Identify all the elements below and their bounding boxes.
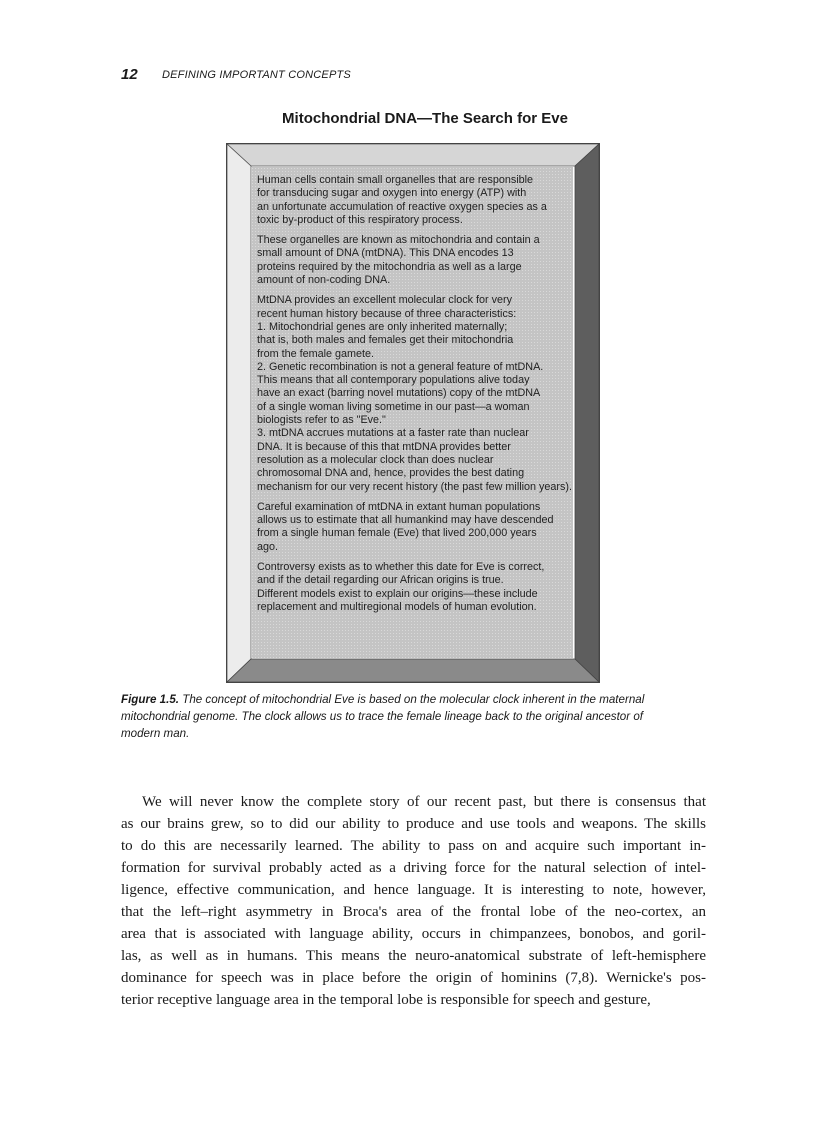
- box-text-line: This means that all contemporary populations alive today: [257, 374, 530, 387]
- caption-line-text: The concept of mitochondrial Eve is based on the molecular clock inherent in the maternal: [182, 693, 645, 706]
- body-line: area that is associated with language ability, occurs in chimpanzees, bonobos, and goril-: [121, 926, 706, 942]
- body-line: dominance for speech was in place before the origin of hominins (7,8). Wernicke's pos-: [121, 970, 706, 986]
- box-text-line: recent human history because of three characteristics:: [257, 307, 517, 320]
- box-text-line: from a single human female (Eve) that lived 200,000 years: [257, 527, 537, 540]
- box-text-line: mechanism for our very recent history (the past few million years).: [257, 480, 573, 493]
- running-head: DEFINING IMPORTANT CONCEPTS: [162, 69, 351, 81]
- box-text-line: for transducing sugar and oxygen into energy (ATP) with: [257, 187, 527, 200]
- box-text-line: MtDNA provides an excellent molecular clock for very: [257, 294, 513, 307]
- box-content: [251, 167, 573, 658]
- box-text-line: Careful examination of mtDNA in extant human populations: [257, 500, 541, 513]
- box-text-line: These organelles are known as mitochondria and contain a: [257, 234, 540, 247]
- box-paragraph: [257, 234, 573, 287]
- box-text-line: 3. mtDNA accrues mutations at a faster rate than nuclear: [257, 427, 529, 440]
- box-text-line: that is, both males and females get their mitochondria: [257, 334, 514, 347]
- box-paragraph: [257, 294, 573, 493]
- box-paragraph: [257, 561, 573, 614]
- box-text-line: from the female gamete.: [257, 347, 375, 360]
- box-text-line: toxic by-product of this respiratory process.: [257, 213, 463, 226]
- box-text-line: an unfortunate accumulation of reactive oxygen species as a: [257, 200, 547, 213]
- body-line: as our brains grew, so to did our ability to produce and use tools and weapons. The skills: [121, 816, 706, 832]
- box-text-line: 1. Mitochondrial genes are only inherited maternally;: [257, 320, 508, 333]
- box-text-line: Human cells contain small organelles that are responsible: [257, 174, 534, 186]
- box-text-line: of a single woman living sometime in our past—a woman: [257, 400, 530, 413]
- body-line: las, as well as in humans. This means the neuro-anatomical substrate of left-hemisphere: [121, 948, 706, 964]
- box-text-line: amount of non-coding DNA.: [257, 274, 391, 287]
- caption-line: mitochondrial genome. The clock allows us to trace the female lineage back to the original ancestor of: [121, 710, 644, 723]
- box-text-line: Controversy exists as to whether this date for Eve is correct,: [257, 561, 545, 574]
- page-number: 12: [121, 66, 138, 83]
- body-line: that the left–right asymmetry in Broca's area of the frontal lobe of the neo-cortex, an: [121, 904, 706, 920]
- box-text-line: 2. Genetic recombination is not a general feature of mtDNA.: [257, 360, 544, 373]
- body-line: ligence, effective communication, and hence language. It is interesting to note, however,: [121, 882, 706, 898]
- body-line: We will never know the complete story of our recent past, but there is consensus that: [142, 794, 706, 810]
- box-text-line: resolution as a molecular clock than does nuclear: [257, 453, 494, 466]
- caption-line: modern man.: [121, 727, 190, 740]
- figure-caption: [121, 691, 711, 742]
- box-text-line: have an exact (barring novel mutations) copy of the mtDNA: [257, 387, 541, 400]
- body-line: to do this are necessarily learned. The ability to pass on and acquire such important in-: [121, 838, 706, 854]
- box-paragraph: [257, 174, 573, 227]
- body-line: terior receptive language area in the temporal lobe is responsible for speech and gesture,: [121, 992, 651, 1008]
- box-text-line: allows us to estimate that all humankind may have descended: [257, 514, 554, 527]
- body-paragraph: [121, 791, 706, 1011]
- sidebar-box-frame: [226, 143, 600, 683]
- box-text-line: and if the detail regarding our African origins is true.: [257, 574, 504, 587]
- box-text-line: chromosomal DNA and, hence, provides the best dating: [257, 467, 525, 480]
- box-text-line: replacement and multiregional models of human evolution.: [257, 600, 537, 613]
- box-text-line: Different models exist to explain our origins—these include: [257, 587, 538, 600]
- caption-line: [121, 691, 711, 708]
- box-text-line: proteins required by the mitochondria as well as a large: [257, 260, 522, 273]
- figure-label: Figure 1.5.: [121, 693, 179, 706]
- box-text-line: biologists refer to as "Eve.": [257, 414, 386, 427]
- box-title: Mitochondrial DNA—The Search for Eve: [282, 110, 568, 127]
- box-text-line: DNA. It is because of this that mtDNA provides better: [257, 440, 511, 453]
- box-paragraph: [257, 501, 573, 554]
- body-line: formation for survival probably acted as a driving force for the natural selection of intel-: [121, 860, 706, 876]
- box-text-line: ago.: [257, 540, 279, 553]
- box-text-line: small amount of DNA (mtDNA). This DNA encodes 13: [257, 247, 514, 260]
